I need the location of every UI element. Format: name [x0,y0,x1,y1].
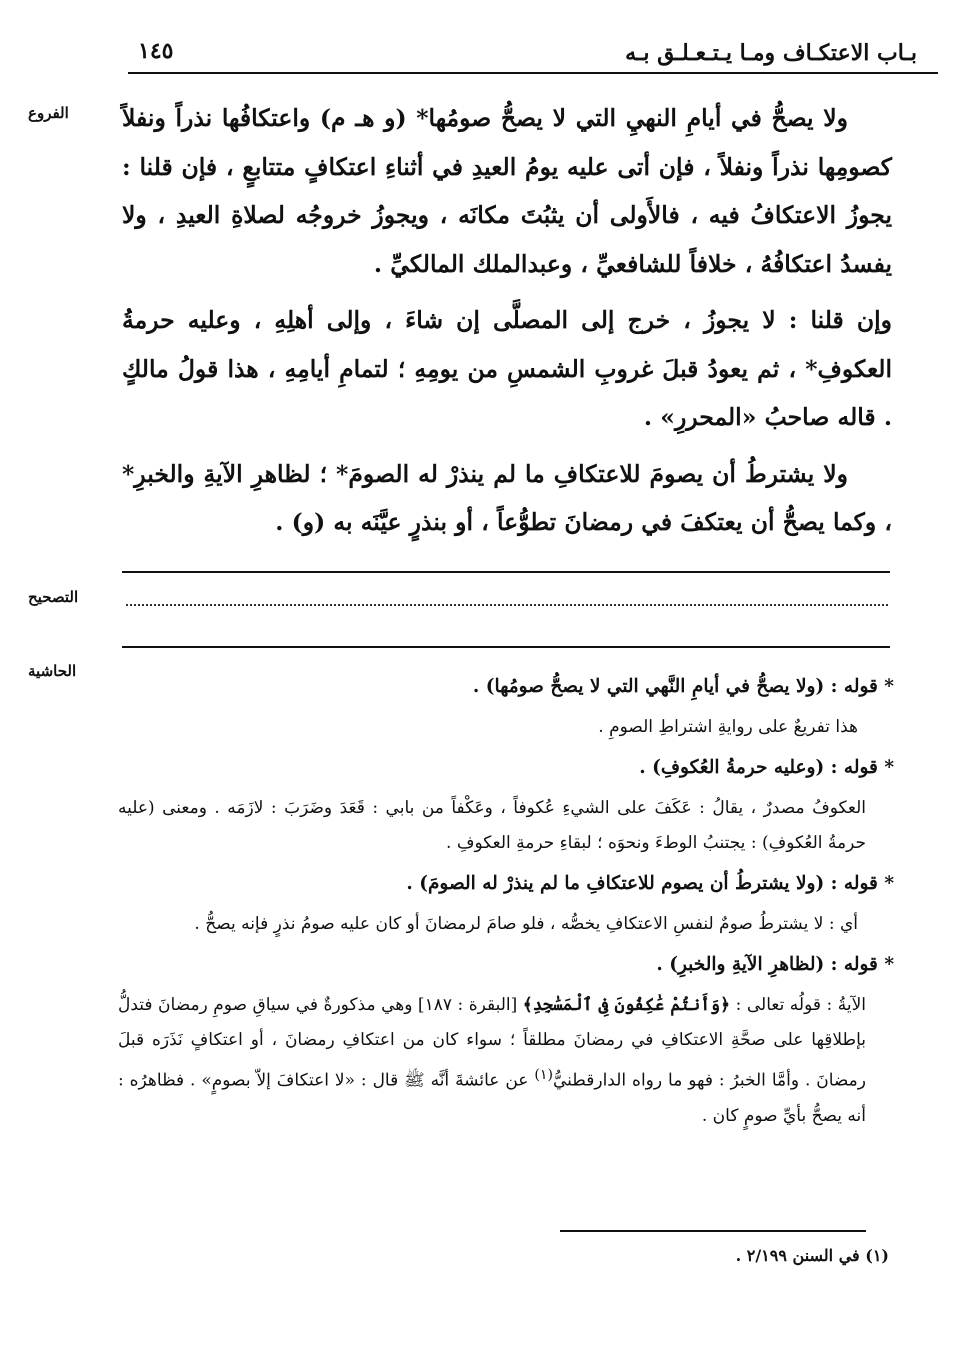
note [118,745,894,861]
main-paragraph [122,94,892,288]
note-body-text: [البقرة : ١٨٧] وهي مذكورةٌ في سياقِ صومِ رمضانَ فتدلُّ بإطلاقِها على صحَّةِ الاعتكافِ في رمضانَ مطلقاً ؛ سواء كان من اعتكافِ رمضانَ ، أو اعتكافٍ نَذَرَه قبلَ رمضانَ . وأمَّا الخبرُ : فهو ما رواه الدارقطنيُّ [118,995,866,1091]
note-quote: * قوله : (لظاهرِ الآيةِ والخبرِ) . [656,954,894,975]
footnote-rule [560,1230,866,1232]
note [118,664,894,745]
quran-verse: ﴿وَأَنتُمْ عَٰكِفُونَ فِى ٱلْمَسَٰجِدِ﴾ [522,995,731,1015]
section-divider [122,646,890,648]
main-paragraph [122,450,892,547]
section-label-hashiya: الحاشية [28,662,77,680]
main-paragraph-text: ولا يصحُّ في أيامِ النهيِ التي لا يصحُّ صومُها* (و هـ م) واعتكافُها نذراً ونفلاً كصومِها نذراً ونفلاً ، فإن أتى عليه يومُ العيدِ في أثناءِ اعتكافٍ متتابعٍ ، فإن قلنا : يجوزُ الاعتكافُ فيه ، فالأَولى أن يثبُتَ مكانَه ، ويجوزُ خروجُه لصلاةِ العيدِ ، ولا يفسدُ اعتكافُهُ ، خلافاً للشافعيِّ ، وعبدالملك المالكيِّ . [122,104,892,278]
note-body: أي : لا يشترطُ صومٌ لنفسِ الاعتكافِ يخصُّه ، فلو صامَ لرمضانَ أو كان عليه صومُ نذرٍ فإنه يصحُّ . [194,914,858,934]
section-divider [122,571,890,573]
footnote-marker: (١) [534,1067,553,1083]
note-quote: * قوله : (ولا يشترطُ أن يصوم للاعتكافِ ما لم ينذرْ له الصومَ) . [406,873,894,894]
main-paragraph-text: وإن قلنا : لا يجوزُ ، خرج إلى المصلَّى إن شاءَ ، وإلى أهلِهِ ، وعليه حرمةُ العكوفِ* ، ثم يعودُ قبلَ غروبِ الشمسِ من يومِهِ ؛ لتمامِ أيامِهِ ، هذا قولُ مالكٍ . قاله صاحبُ «المحررِ» . [122,306,892,431]
tashih-dotted-line [126,604,888,606]
note [118,942,894,1134]
note-body-text: عن عائشةَ أنَّه ﷺ قال : «لا اعتكافَ إلاّ بصومٍ» . فظاهرُه : أنه يصحُّ بأيِّ صومٍ كان . [118,1070,866,1126]
section-label-furu: الفروع [28,104,69,122]
header-rule [128,72,938,74]
section-label-tashih: التصحيح [28,588,79,606]
note-quote: * قوله : (ولا يصحُّ في أيامِ النَّهي التي لا يصحُّ صومُها) . [472,676,894,697]
main-paragraph-text: ولا يشترطُ أن يصومَ للاعتكافِ ما لم ينذرْ له الصومَ* ؛ لظاهرِ الآيةِ والخبرِ* ، وكما يصحُّ أن يعتكفَ في رمضانَ تطوُّعاً ، أو بنذرٍ عيَّنَه به (و) . [122,459,892,536]
note-body: هذا تفريعٌ على روايةِ اشتراطِ الصومِ . [598,717,858,737]
page-number: ١٤٥ [138,38,174,64]
note-quote: * قوله : (وعليه حرمةُ العُكوفِ) . [639,757,894,778]
commentary-notes [118,664,894,1134]
note [118,861,894,942]
running-header-title: بـاب الاعتكـاف ومـا يـتـعـلـق بـه [625,40,917,66]
note-body-text: الآيةُ : قولُه تعالى : [730,995,867,1015]
footnote: (١) في السنن ٢/١٩٩ . [735,1246,889,1265]
note-body: العكوفُ مصدرٌ ، يقالُ : عَكَفَ على الشيءِ عُكوفاً ، وعَكْفاً من بابي : قَعَدَ وضَرَبَ : لازَمَه . ومعنى (عليه حرمةُ العُكوفِ) : يجتنبُ الوطءَ ونحوَه ؛ لبقاءِ حرمةِ العكوفِ . [118,798,866,853]
main-paragraph [122,296,892,442]
note-body [118,988,894,1134]
main-text [122,94,892,547]
